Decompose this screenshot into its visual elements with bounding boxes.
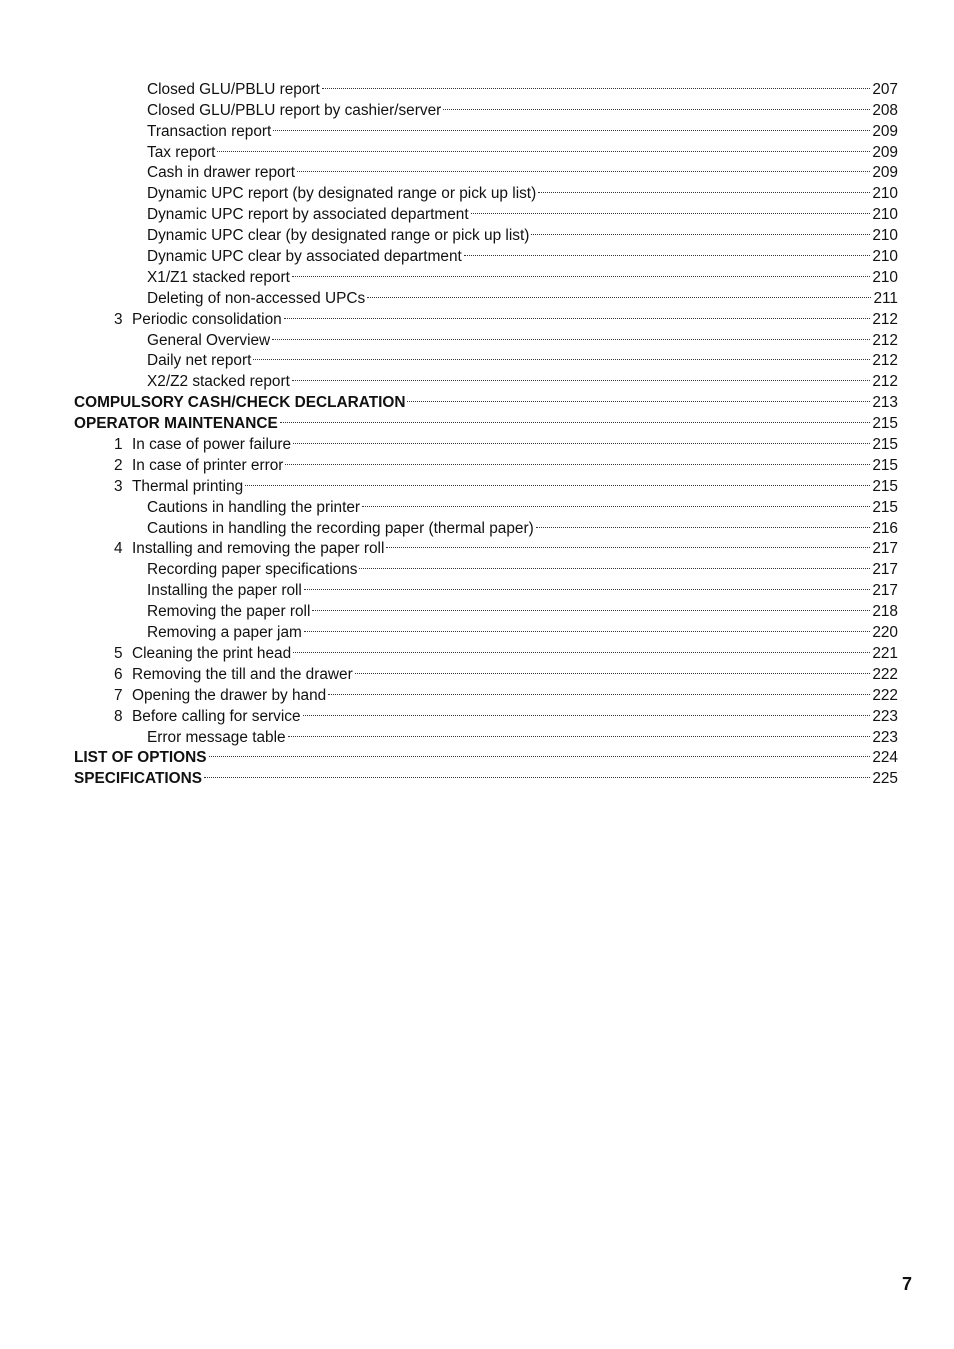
toc-entry-page: 223 bbox=[872, 707, 898, 725]
dot-leader bbox=[359, 553, 870, 574]
dot-leader bbox=[464, 240, 871, 261]
toc-entry-number: 6 bbox=[114, 665, 123, 683]
toc-entry-page: 215 bbox=[872, 498, 898, 516]
dot-leader bbox=[312, 595, 870, 616]
dot-leader bbox=[217, 136, 870, 157]
toc-entry-title: In case of printer error bbox=[132, 456, 284, 474]
toc-entry-title: In case of power failure bbox=[132, 436, 292, 454]
toc-entry-page: 218 bbox=[872, 603, 898, 621]
toc-entry-page: 217 bbox=[872, 561, 898, 579]
dot-leader bbox=[386, 533, 870, 554]
toc-entry-page: 211 bbox=[873, 289, 898, 307]
toc-entry-page: 210 bbox=[872, 248, 898, 266]
toc-entry-title: Cautions in handling the printer bbox=[147, 498, 361, 516]
dot-leader bbox=[293, 637, 870, 658]
dot-leader bbox=[322, 73, 871, 94]
toc-entry-number: 5 bbox=[114, 644, 123, 662]
dot-leader bbox=[280, 407, 871, 428]
dot-leader bbox=[297, 157, 870, 178]
dot-leader bbox=[204, 762, 870, 783]
toc-entry-title: OPERATOR MAINTENANCE bbox=[74, 415, 278, 433]
toc-entry-page: 212 bbox=[872, 331, 898, 349]
toc-entry-title: X2/Z2 stacked report bbox=[147, 373, 290, 391]
toc-entry-page: 209 bbox=[872, 143, 898, 161]
toc-entry-page: 213 bbox=[872, 394, 898, 412]
dot-leader bbox=[304, 574, 870, 595]
toc-entry-title: Before calling for service bbox=[132, 707, 301, 725]
toc-entry-page: 210 bbox=[872, 227, 898, 245]
toc-entry-number: 7 bbox=[114, 686, 123, 704]
table-of-contents bbox=[74, 73, 898, 788]
toc-entry-page: 215 bbox=[872, 456, 898, 474]
toc-entry-number: 1 bbox=[114, 436, 123, 454]
toc-entry-title: Cautions in handling the recording paper (thermal paper) bbox=[147, 519, 534, 537]
toc-entry-title: Opening the drawer by hand bbox=[132, 686, 327, 704]
dot-leader bbox=[367, 282, 871, 303]
dot-leader bbox=[293, 428, 870, 449]
toc-entry-title: Closed GLU/PBLU report bbox=[147, 80, 320, 98]
toc-entry-page: 215 bbox=[872, 477, 898, 495]
toc-entry-title: SPECIFICATIONS bbox=[74, 770, 202, 788]
toc-entry-title: Daily net report bbox=[147, 352, 252, 370]
toc-entry-page: 222 bbox=[872, 665, 898, 683]
dot-leader bbox=[355, 658, 871, 679]
toc-entry-title: Cleaning the print head bbox=[132, 644, 292, 662]
dot-leader bbox=[443, 94, 870, 115]
dot-leader bbox=[284, 303, 871, 324]
dot-leader bbox=[272, 324, 870, 345]
dot-leader bbox=[304, 616, 870, 637]
toc-entry-title: Removing a paper jam bbox=[147, 624, 302, 642]
dot-leader bbox=[253, 345, 870, 366]
toc-entry-title: Transaction report bbox=[147, 122, 272, 140]
toc-entry-page: 216 bbox=[872, 519, 898, 537]
toc-entry-title: Installing the paper roll bbox=[147, 582, 302, 600]
dot-leader bbox=[531, 219, 870, 240]
dot-leader bbox=[288, 721, 871, 742]
toc-entry-title: Recording paper specifications bbox=[147, 561, 358, 579]
toc-entry-page: 207 bbox=[872, 80, 898, 98]
toc-entry-title: Tax report bbox=[147, 143, 216, 161]
toc-entry-title: Dynamic UPC clear (by designated range or pick up list) bbox=[147, 227, 530, 245]
dot-leader bbox=[362, 491, 870, 512]
toc-entry-title: Periodic consolidation bbox=[132, 310, 282, 328]
toc-entry-page: 215 bbox=[872, 436, 898, 454]
toc-entry-number: 8 bbox=[114, 707, 123, 725]
toc-entry-page: 215 bbox=[872, 415, 898, 433]
toc-entry-title: COMPULSORY CASH/CHECK DECLARATION bbox=[74, 394, 406, 412]
toc-entry-page: 210 bbox=[872, 185, 898, 203]
toc-entry-title: LIST OF OPTIONS bbox=[74, 749, 207, 767]
toc-entry-page: 212 bbox=[872, 352, 898, 370]
toc-entry-number: 3 bbox=[114, 310, 123, 328]
toc-entry-title: Removing the paper roll bbox=[147, 603, 311, 621]
dot-leader bbox=[273, 115, 870, 136]
toc-entry-page: 208 bbox=[872, 101, 898, 119]
toc-entry-title: Removing the till and the drawer bbox=[132, 665, 353, 683]
toc-entry[interactable] bbox=[74, 73, 898, 98]
dot-leader bbox=[245, 470, 870, 491]
toc-entry-number: 2 bbox=[114, 456, 123, 474]
toc-entry-page: 224 bbox=[872, 749, 898, 767]
dot-leader bbox=[292, 365, 870, 386]
toc-entry-title: Deleting of non-accessed UPCs bbox=[147, 289, 366, 307]
dot-leader bbox=[536, 512, 871, 533]
toc-entry-page: 222 bbox=[872, 686, 898, 704]
toc-entry-page: 210 bbox=[872, 206, 898, 224]
toc-entry-page: 220 bbox=[872, 624, 898, 642]
toc-entry-page: 209 bbox=[872, 164, 898, 182]
toc-entry-title: Dynamic UPC clear by associated department bbox=[147, 248, 462, 266]
dot-leader bbox=[209, 742, 871, 763]
toc-entry-number: 3 bbox=[114, 477, 123, 495]
toc-entry-title: Thermal printing bbox=[132, 477, 244, 495]
toc-entry-page: 212 bbox=[872, 310, 898, 328]
dot-leader bbox=[285, 449, 870, 470]
toc-entry-page: 217 bbox=[872, 582, 898, 600]
toc-entry-page: 209 bbox=[872, 122, 898, 140]
toc-entry-number: 4 bbox=[114, 540, 123, 558]
dot-leader bbox=[303, 700, 871, 721]
toc-entry-page: 225 bbox=[872, 770, 898, 788]
toc-entry-title: Error message table bbox=[147, 728, 286, 746]
toc-entry-page: 212 bbox=[872, 373, 898, 391]
toc-entry-page: 223 bbox=[872, 728, 898, 746]
toc-entry-title: X1/Z1 stacked report bbox=[147, 268, 290, 286]
toc-entry-title: Dynamic UPC report (by designated range or pick up list) bbox=[147, 185, 537, 203]
toc-entry-page: 221 bbox=[872, 644, 898, 662]
toc-entry-title: Cash in drawer report bbox=[147, 164, 295, 182]
toc-entry-page: 217 bbox=[872, 540, 898, 558]
toc-entry-title: Installing and removing the paper roll bbox=[132, 540, 385, 558]
dot-leader bbox=[292, 261, 870, 282]
toc-entry-title: Closed GLU/PBLU report by cashier/server bbox=[147, 101, 442, 119]
page-number: 7 bbox=[902, 1274, 913, 1294]
dot-leader bbox=[538, 177, 870, 198]
dot-leader bbox=[407, 386, 870, 407]
dot-leader bbox=[328, 679, 870, 700]
dot-leader bbox=[471, 198, 871, 219]
toc-entry-title: Dynamic UPC report by associated department bbox=[147, 206, 469, 224]
toc-entry-title: General Overview bbox=[147, 331, 271, 349]
toc-entry-page: 210 bbox=[872, 268, 898, 286]
